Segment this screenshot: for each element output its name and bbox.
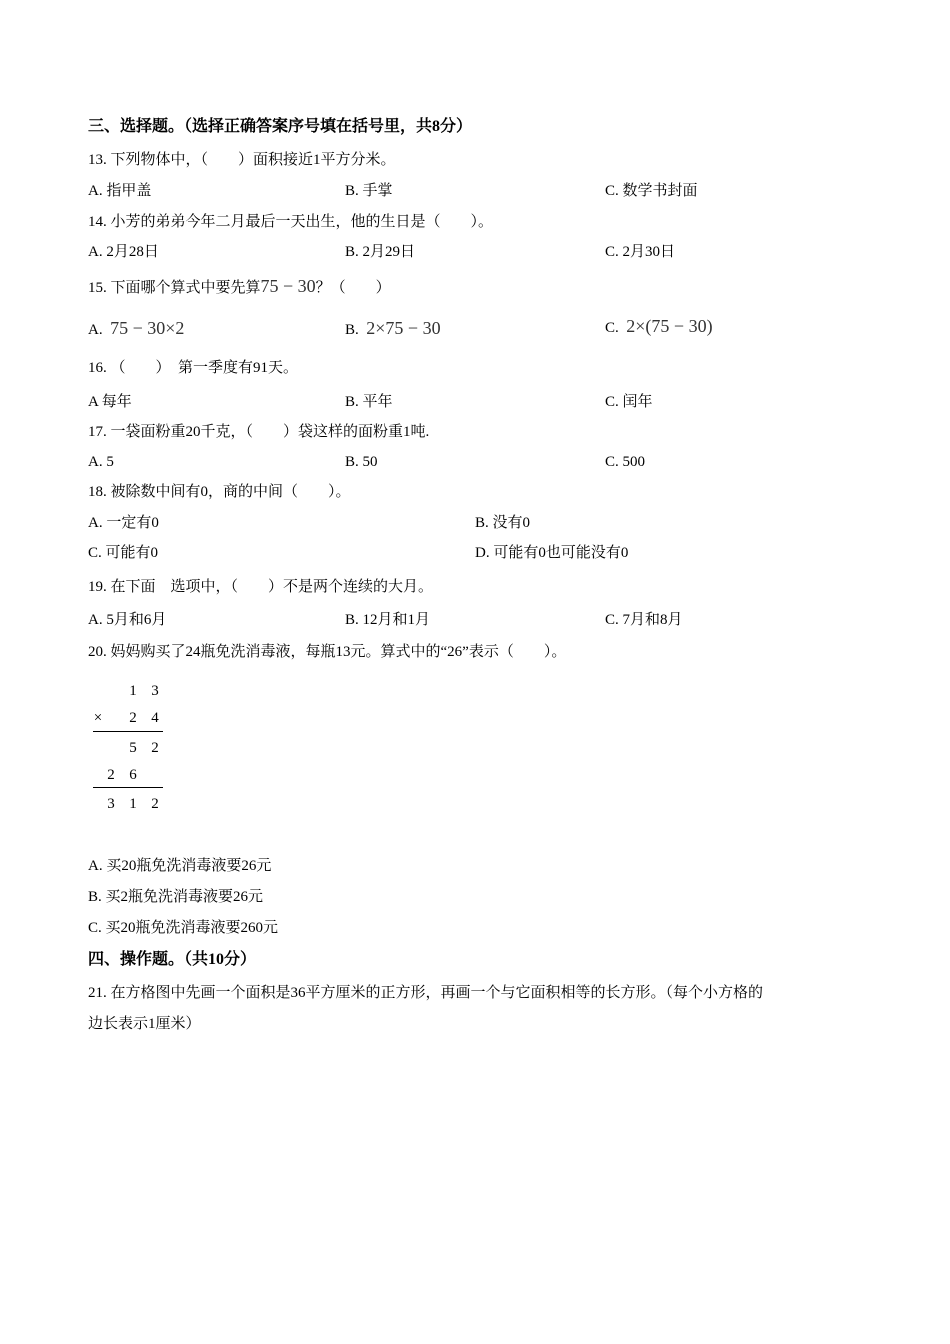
option-label: B.: [345, 322, 359, 338]
option: [88, 318, 184, 340]
option-math: 2×(75 − 30): [626, 316, 713, 336]
calc-rule: [93, 731, 163, 732]
option: C. 可能有0: [88, 545, 159, 561]
question-16: 16. （ ） 第一季度有91天。: [88, 360, 299, 376]
option: A. 5月和6月: [88, 612, 167, 628]
question-15: [88, 276, 391, 298]
option: [605, 316, 713, 338]
option-math: 75 − 30×2: [110, 318, 185, 338]
digit: 1: [129, 683, 137, 699]
multiply-sign: ×: [93, 710, 103, 726]
digit: 2: [129, 710, 137, 726]
option: C. 买20瓶免洗消毒液要260元: [88, 920, 279, 936]
option: B. 买2瓶免洗消毒液要26元: [88, 889, 264, 905]
option-label: A.: [88, 322, 103, 338]
question-21-cont: 边长表示1厘米）: [88, 1016, 201, 1032]
question-14: 14. 小芳的弟弟今年二月最后一天出生，他的生日是（ ）。: [88, 214, 494, 230]
option: C. 闰年: [605, 394, 653, 410]
digit: 3: [107, 796, 115, 812]
digit: 2: [151, 740, 159, 756]
question-20: 20. 妈妈购买了24瓶免洗消毒液，每瓶13元。算式中的“26”表示（ ）。: [88, 644, 567, 660]
option: C. 数学书封面: [605, 183, 698, 199]
option: A. 一定有0: [88, 515, 159, 531]
option: C. 2月30日: [605, 244, 676, 260]
question-17: 17. 一袋面粉重20千克，（ ）袋这样的面粉重1吨.: [88, 424, 430, 440]
option-math: 2×75 − 30: [366, 318, 441, 338]
option: B. 2月29日: [345, 244, 416, 260]
digit: 4: [151, 710, 159, 726]
stem-math: 75 − 30: [260, 276, 316, 296]
question-19: 19. 在下面 选项中，（ ）不是两个连续的大月。: [88, 579, 434, 595]
option: A. 买20瓶免洗消毒液要26元: [88, 858, 272, 874]
stem-text: 15. 下面哪个算式中要先算: [88, 280, 261, 296]
stem-suffix: ？（ ）: [315, 280, 391, 296]
option: C. 7月和8月: [605, 612, 683, 628]
digit: 6: [129, 767, 137, 783]
question-18: 18. 被除数中间有0，商的中间（ ）。: [88, 484, 351, 500]
digit: 5: [129, 740, 137, 756]
option: B. 平年: [345, 394, 393, 410]
digit: 2: [151, 796, 159, 812]
option: A. 2月28日: [88, 244, 159, 260]
digit: 2: [107, 767, 115, 783]
option: A. 指甲盖: [88, 183, 152, 199]
section-heading-operation: 四、操作题。（共10分）: [88, 951, 257, 968]
option: D. 可能有0也可能没有0: [475, 545, 629, 561]
section-heading-choice: 三、选择题。（选择正确答案序号填在括号里，共8分）: [88, 118, 473, 135]
digit: 3: [151, 683, 159, 699]
question-13: 13. 下列物体中，（ ）面积接近1平方分米。: [88, 152, 396, 168]
digit: 1: [129, 796, 137, 812]
option: B. 50: [345, 454, 378, 470]
option: A. 5: [88, 454, 114, 470]
option: B. 手掌: [345, 183, 393, 199]
option: B. 12月和1月: [345, 612, 431, 628]
option: B. 没有0: [475, 515, 531, 531]
option: A 每年: [88, 394, 132, 410]
option: C. 500: [605, 454, 646, 470]
calc-rule: [93, 787, 163, 788]
question-21: 21. 在方格图中先画一个面积是36平方厘米的正方形，再画一个与它面积相等的长方形。（每个小方格的: [88, 985, 764, 1001]
option-label: C.: [605, 320, 619, 336]
option: [345, 318, 441, 340]
